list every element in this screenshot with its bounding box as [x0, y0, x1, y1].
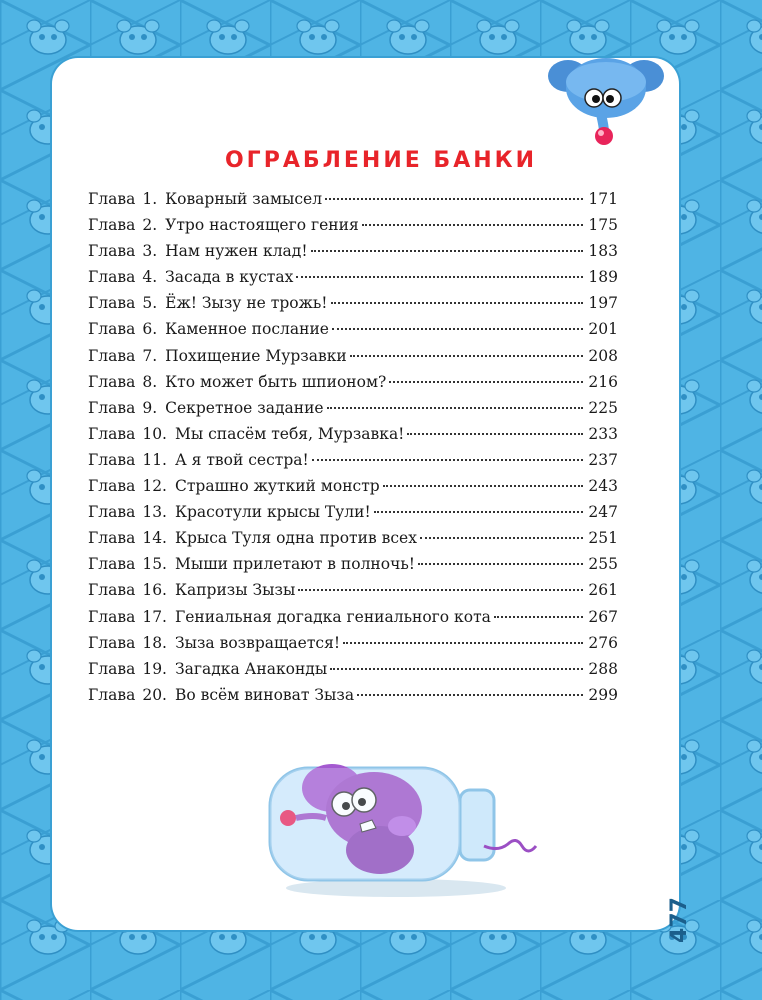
chapter-prefix: Глава — [88, 268, 136, 287]
chapter-title: Каменное послание — [165, 320, 329, 339]
chapter-number: 9. — [142, 398, 158, 417]
chapter-number: 20. — [142, 685, 167, 704]
section-title: ОГРАБЛЕНИЕ БАНКИ — [224, 148, 538, 173]
mouse-in-jar-illustration — [262, 748, 540, 900]
chapter-page: 299 — [588, 685, 618, 704]
chapter-title: Похищение Мурзавки — [165, 346, 347, 365]
chapter-title: Мыши прилетают в полночь! — [174, 555, 416, 574]
chapter-title: Капризы Зызы — [174, 581, 296, 600]
toc-row — [88, 190, 618, 216]
chapter-page: 255 — [588, 555, 618, 574]
dot-leader — [350, 355, 583, 357]
chapter-title: Нам нужен клад! — [165, 242, 308, 261]
chapter-title: Красотули крысы Тули! — [174, 503, 371, 522]
chapter-number: 14. — [142, 529, 167, 548]
toc-row — [88, 242, 618, 268]
toc-row — [88, 216, 618, 242]
chapter-prefix: Глава — [88, 529, 136, 548]
chapter-prefix: Глава — [88, 633, 136, 652]
chapter-prefix: Глава — [88, 424, 136, 443]
dot-leader — [296, 276, 583, 278]
chapter-prefix: Глава — [88, 581, 136, 600]
chapter-number: 3. — [142, 242, 158, 261]
dot-leader — [298, 589, 583, 591]
chapter-number: 13. — [142, 503, 167, 522]
chapter-title: Загадка Анаконды — [174, 659, 328, 678]
chapter-page: 183 — [588, 242, 618, 261]
chapter-prefix: Глава — [88, 346, 136, 365]
dot-leader — [357, 694, 583, 696]
chapter-title: Крыса Туля одна против всех — [174, 529, 417, 548]
chapter-prefix: Глава — [88, 477, 136, 496]
dot-leader — [420, 537, 583, 539]
chapter-page: 197 — [588, 294, 618, 313]
dot-leader — [407, 433, 583, 435]
dot-leader — [343, 642, 583, 644]
chapter-page: 276 — [588, 633, 618, 652]
chapter-title: Утро настоящего гения — [165, 216, 359, 235]
toc-row — [88, 608, 618, 634]
toc-row — [88, 373, 618, 399]
chapter-number: 11. — [142, 450, 167, 469]
dot-leader — [418, 563, 583, 565]
toc-row — [88, 660, 618, 686]
chapter-prefix: Глава — [88, 320, 136, 339]
chapter-number: 18. — [142, 633, 167, 652]
mouse-illustration — [548, 52, 664, 152]
chapter-prefix: Глава — [88, 398, 136, 417]
toc-row — [88, 477, 618, 503]
chapter-number: 4. — [142, 268, 158, 287]
dot-leader — [374, 511, 583, 513]
toc-row — [88, 320, 618, 346]
page-number: 477 — [667, 897, 692, 943]
chapter-page: 225 — [588, 398, 618, 417]
chapter-number: 15. — [142, 555, 167, 574]
chapter-number: 2. — [142, 216, 158, 235]
chapter-number: 16. — [142, 581, 167, 600]
toc-row — [88, 347, 618, 373]
chapter-prefix: Глава — [88, 503, 136, 522]
chapter-title: Гениальная догадка гениального кота — [174, 607, 491, 626]
chapter-title: Секретное задание — [165, 398, 324, 417]
toc-row — [88, 503, 618, 529]
toc-row — [88, 529, 618, 555]
chapter-number: 8. — [142, 372, 158, 391]
chapter-title: Кто может быть шпионом? — [165, 372, 387, 391]
chapter-page: 208 — [588, 346, 618, 365]
chapter-number: 10. — [142, 424, 167, 443]
chapter-title: Ёж! Зызу не трожь! — [165, 294, 328, 313]
chapter-page: 175 — [588, 216, 618, 235]
chapter-prefix: Глава — [88, 555, 136, 574]
table-of-contents — [88, 190, 618, 712]
chapter-prefix: Глава — [88, 216, 136, 235]
chapter-title: Мы спасём тебя, Мурзавка! — [174, 424, 405, 443]
dot-leader — [330, 668, 583, 670]
dot-leader — [362, 224, 583, 226]
chapter-page: 216 — [588, 372, 618, 391]
chapter-number: 19. — [142, 659, 167, 678]
dot-leader — [327, 407, 583, 409]
toc-row — [88, 268, 618, 294]
dot-leader — [383, 485, 583, 487]
chapter-prefix: Глава — [88, 450, 136, 469]
dot-leader — [312, 459, 583, 461]
dot-leader — [331, 302, 583, 304]
chapter-prefix: Глава — [88, 190, 136, 208]
dot-leader — [311, 250, 583, 252]
chapter-page: 288 — [588, 659, 618, 678]
toc-row — [88, 399, 618, 425]
chapter-page: 237 — [588, 450, 618, 469]
chapter-page: 267 — [588, 607, 618, 626]
chapter-prefix: Глава — [88, 294, 136, 313]
chapter-prefix: Глава — [88, 659, 136, 678]
toc-row — [88, 581, 618, 607]
toc-row — [88, 425, 618, 451]
chapter-title: Страшно жуткий монстр — [174, 477, 380, 496]
chapter-prefix: Глава — [88, 242, 136, 261]
chapter-page: 189 — [588, 268, 618, 287]
chapter-title: А я твой сестра! — [174, 450, 309, 469]
chapter-title: Засада в кустах — [165, 268, 294, 287]
chapter-number: 1. — [142, 190, 158, 208]
chapter-title: Коварный замысел — [165, 190, 323, 208]
toc-row — [88, 294, 618, 320]
chapter-title: Во всём виноват Зыза — [174, 685, 355, 704]
chapter-page: 247 — [588, 503, 618, 522]
chapter-page: 251 — [588, 529, 618, 548]
chapter-page: 261 — [588, 581, 618, 600]
chapter-number: 17. — [142, 607, 167, 626]
chapter-page: 171 — [588, 190, 618, 208]
dot-leader — [389, 381, 583, 383]
chapter-prefix: Глава — [88, 372, 136, 391]
chapter-title: Зыза возвращается! — [174, 633, 341, 652]
chapter-number: 7. — [142, 346, 158, 365]
chapter-prefix: Глава — [88, 607, 136, 626]
chapter-number: 6. — [142, 320, 158, 339]
chapter-prefix: Глава — [88, 685, 136, 704]
toc-row — [88, 634, 618, 660]
toc-row — [88, 555, 618, 581]
chapter-number: 5. — [142, 294, 158, 313]
chapter-page: 243 — [588, 477, 618, 496]
chapter-page: 233 — [588, 424, 618, 443]
chapter-number: 12. — [142, 477, 167, 496]
toc-row — [88, 686, 618, 712]
toc-row — [88, 451, 618, 477]
dot-leader — [332, 328, 583, 330]
dot-leader — [325, 198, 583, 200]
dot-leader — [494, 616, 583, 618]
chapter-page: 201 — [588, 320, 618, 339]
